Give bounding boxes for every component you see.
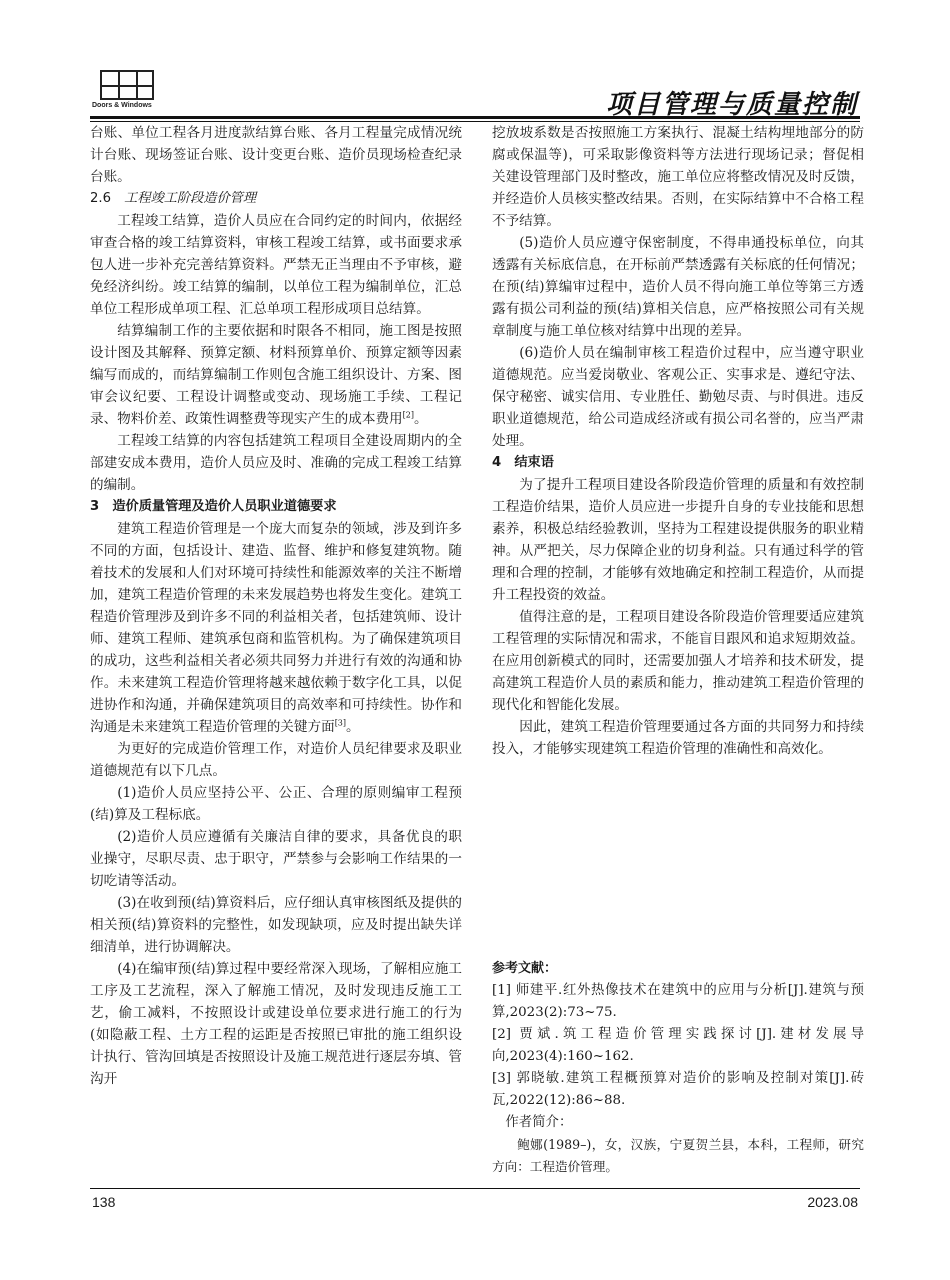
paragraph: 台账、单位工程各月进度款结算台账、各月工程量完成情况统计台账、现场签证台账、设计变更台账、造价员现场检查纪录台账。 (90, 125, 462, 185)
footer-rule (90, 1188, 860, 1189)
list-item: (5)造价人员应遵守保密制度，不得串通投标单位，向其透露有关标底信息，在开标前严禁透露有关标底的任何情况；在预(结)算编审过程中，造价人员不得向施工单位等第三方透露有损公司利益的预(结)算相关信息，应严格按照公司有关规章制度与施工单位核对结算中出现的差异。 (492, 235, 864, 339)
header-rule (90, 116, 860, 119)
section-heading-3: 3 造价质量管理及造价人员职业道德要求 (90, 499, 337, 514)
paragraph: 工程竣工结算的内容包括建筑工程项目全建设周期内的全部建安成本费用，造价人员应及时、准确的完成工程竣工结算的编制。 (90, 433, 462, 493)
column-title: 项目管理与质量控制 (605, 90, 858, 120)
page-number: 138 (92, 1194, 116, 1210)
list-item: (6)造价人员在编制审核工程造价过程中，应当遵守职业道德规范。应当爱岗敬业、客观公正、实事求是、遵纪守法、保守秘密、诚实信用、专业胜任、勤勉尽责、与时俱进。违反职业道德规范，给公司造成经济或有损公司名誉的，应当严肃处理。 (492, 345, 864, 449)
reference-item: [1] 师建平.红外热像技术在建筑中的应用与分析[J].建筑与预算,2023(2):73~75. (492, 983, 864, 1020)
list-item: (3)在收到预(结)算资料后，应仔细认真审核图纸及提供的相关预(结)算资料的完整性，如发现缺项，应及时提出缺失详细清单，进行协调解决。 (90, 895, 462, 955)
section-heading-2-6 (90, 188, 462, 210)
list-item: (2)造价人员应遵循有关廉洁自律的要求，具备优良的职业操守，尽职尽责、忠于职守，严禁参与会影响工作结果的一切吃请等活动。 (90, 829, 462, 889)
issue-date: 2023.08 (807, 1194, 858, 1210)
paragraph: 值得注意的是，工程项目建设各阶段造价管理要适应建筑工程管理的实际情况和需求，不能盲目跟风和追求短期效益。在应用创新模式的同时，还需要加强人才培养和技术研发，提高建筑工程造价人员的素质和能力，推动建筑工程造价管理的现代化和智能化发展。 (492, 609, 864, 713)
paragraph (90, 320, 462, 430)
paragraph-end: 。 (346, 719, 360, 735)
paragraph: 为了提升工程项目建设各阶段造价管理的质量和有效控制工程造价结果，造价人员应进一步提升自身的专业技能和思想素养，积极总结经验教训，坚持为工程建设提供服务的职业精神。从严把关，尽力保障企业的切身利益。只有通过科学的管理和合理的控制，才能够有效地确定和控制工程造价，从而提升工程投资的效益。 (492, 477, 864, 603)
section-number: 2.6 (90, 191, 111, 206)
paragraph: 为更好的完成造价管理工作，对造价人员纪律要求及职业道德规范有以下几点。 (90, 741, 462, 779)
paragraph-text: 结算编制工作的主要依据和时限各不相同，施工图是按照设计图及其解释、预算定额、材料预算单价、预算定额等因素编写而成的，而结算编制工作则包含施工组织设计、方案、图审会议纪要、工程设计调整或变动、现场施工手续、工程记录、物料价差、政策性调整费等现实产生的成本费用 (90, 323, 462, 427)
left-column (90, 122, 462, 1090)
reference-item: [2] 贾斌.筑工程造价管理实践探讨[J].建材发展导向,2023(4):160~162. (492, 1027, 864, 1064)
paragraph: 挖放坡系数是否按照施工方案执行、混凝土结构埋地部分的防腐或保温等)，可采取影像资料等方法进行现场记录；督促相关建设管理部门及时整改，施工单位应将整改情况及时反馈，并经造价人员核实整改结果。否则，在实际结算中不合格工程不予结算。 (492, 125, 864, 229)
references-heading: 参考文献： (492, 961, 558, 976)
section-title: 工程竣工阶段造价管理 (124, 191, 257, 206)
paragraph-text: 建筑工程造价管理是一个庞大而复杂的领域，涉及到许多不同的方面，包括设计、建造、监督、维护和修复建筑物。随着技术的发展和人们对环境可持续性和能源效率的关注不断增加，建筑工程造价管理的未来发展趋势也将发生变化。建筑工程造价管理涉及到许多不同的利益相关者，包括建筑师、设计师、建筑工程师、建筑承包商和监管机构。为了确保建筑项目的成功，这些利益相关者必须共同努力并进行有效的沟通和协作。未来建筑工程造价管理将越来越依赖于数字化工具，以促进协作和沟通，并确保建筑项目的高效率和可持续性。协作和沟通是未来建筑工程造价管理的关键方面 (90, 521, 462, 735)
paragraph-end: 。 (414, 411, 428, 427)
right-column (492, 122, 864, 760)
references (492, 958, 864, 1178)
journal-logo (92, 68, 172, 114)
paragraph: 工程竣工结算，造价人员应在合同约定的时间内，依据经审查合格的竣工结算资料，审核工程竣工结算，或书面要求承包人进一步补充完善结算资料。严禁无正当理由不予审核，避免经济纠纷。竣工结算的编制，以单位工程为编制单位，汇总单位工程形成单项工程、汇总单项工程形成项目总结算。 (90, 213, 462, 317)
reference-item: [3] 郭晓敏.建筑工程概预算对造价的影响及控制对策[J].砖瓦,2022(12):86~88. (492, 1071, 864, 1108)
paragraph (90, 518, 462, 738)
citation: [3] (334, 718, 347, 728)
list-item: (1)造价人员应坚持公平、公正、合理的原则编审工程预(结)算及工程标底。 (90, 785, 462, 823)
author-bio-label: 作者简介： (505, 1115, 573, 1130)
logo-caption: Doors & Windows (92, 102, 152, 109)
window-logo-icon (100, 70, 154, 100)
list-item: (4)在编审预(结)算过程中要经常深入现场，了解相应施工工序及工艺流程，深入了解施工情况，及时发现违反施工工艺，偷工减料，不按照设计或建设单位要求进行施工的行为(如隐蔽工程、土方工程的运距是否按照已审批的施工组织设计执行、管沟回填是否按照设计及施工规范进行逐层夯填、管沟开 (90, 961, 462, 1087)
section-heading-4: 4 结束语 (492, 455, 554, 470)
paragraph: 因此，建筑工程造价管理要通过各方面的共同努力和持续投入，才能够实现建筑工程造价管理的准确性和高效化。 (492, 719, 864, 757)
author-bio: 鲍娜(1989–)，女，汉族，宁夏贺兰县，本科，工程师，研究方向：工程造价管理。 (492, 1137, 864, 1174)
citation: [2] (402, 410, 414, 420)
